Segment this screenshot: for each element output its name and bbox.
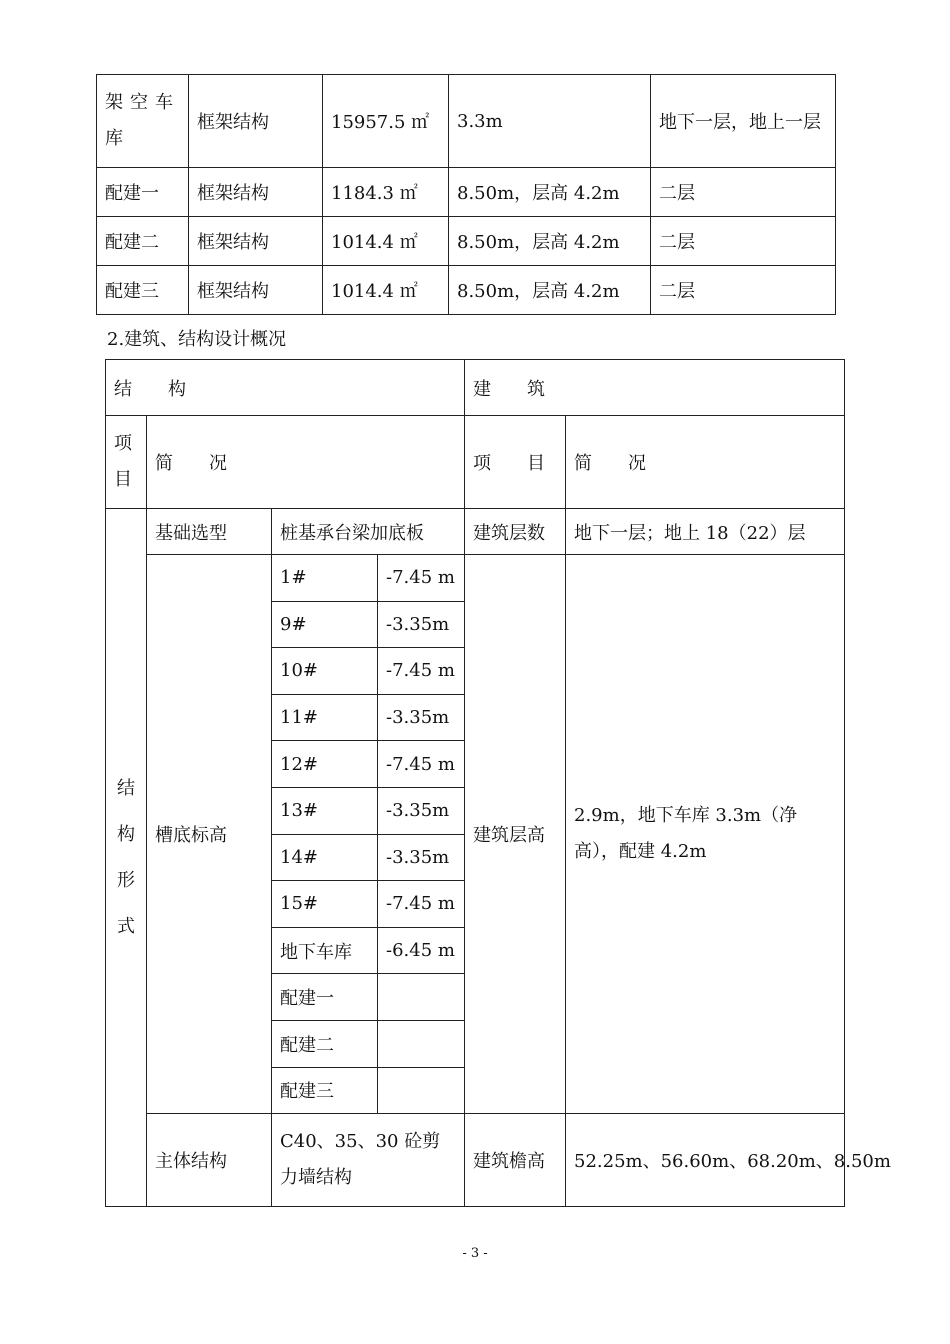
table-row [97,217,836,266]
table-cell: 15# [272,881,378,928]
table-cell: 地下一层；地上 18（22）层 [566,509,845,555]
table-cell: -3.35m [378,787,465,834]
table-cell: 二层 [651,217,836,266]
table-cell: 13# [272,787,378,834]
table-cell: 配建一 [272,974,378,1021]
table-cell: 9# [272,601,378,648]
table-cell [378,1020,465,1067]
table-row [106,555,845,602]
table-cell: 配建二 [97,217,189,266]
section-title: 2.建筑、结构设计概况 [107,329,287,350]
table-cell: -3.35m [378,834,465,881]
table-row [97,266,836,315]
design-overview-table [105,359,891,1207]
table-cell: -3.35m [378,601,465,648]
table-cell: 52.25m、56.60m、68.20m、8.50m [566,1114,845,1207]
table-cell: 配建一 [97,168,189,217]
table-cell: 建筑层高 [465,555,566,1114]
table-cell: 11# [272,694,378,741]
structure-form-text: 结 构 形 式 [117,777,135,937]
table-cell: 地下车库 [272,927,378,974]
structure-form-label [106,509,147,1207]
table-row [106,1114,845,1207]
table-cell: 二层 [651,266,836,315]
table-row [106,360,845,416]
table-cell: 框架结构 [189,217,323,266]
item-label: 项目 [106,416,147,509]
table-cell: 1014.4 ㎡ [323,266,449,315]
table-cell: -6.45 m [378,927,465,974]
table-cell: 1184.3 ㎡ [323,168,449,217]
table-cell: 8.50m，层高 4.2m [449,266,651,315]
summary-label-right: 简 况 [566,416,845,509]
table-cell: 2.9m，地下车库 3.3m（净高），配建 4.2m [566,555,845,1114]
table-cell: 配建二 [272,1020,378,1067]
table-cell: -7.45 m [378,555,465,602]
table-cell: 框架结构 [189,168,323,217]
table-cell: 建筑檐高 [465,1114,566,1207]
table-cell: 8.50m，层高 4.2m [449,168,651,217]
item-label-right: 项 目 [465,416,566,509]
table-cell: 桩基承台梁加底板 [272,509,465,555]
table-cell [378,1067,465,1114]
table-cell: -7.45 m [378,648,465,695]
building-summary-table [96,74,836,315]
table-cell: 架空车库 [97,75,189,168]
table-cell: 配建三 [272,1067,378,1114]
table-cell: 1# [272,555,378,602]
table-cell: C40、35、30 砼剪力墙结构 [272,1114,465,1207]
table-cell: 14# [272,834,378,881]
table-cell: 12# [272,741,378,788]
table-cell: 10# [272,648,378,695]
table-row [97,75,836,168]
table-cell: 框架结构 [189,266,323,315]
table-cell: 基础选型 [147,509,272,555]
summary-label: 简 况 [147,416,465,509]
table-cell: 框架结构 [189,75,323,168]
table-cell: 3.3m [449,75,651,168]
table-cell: 槽底标高 [147,555,272,1114]
table-cell: -7.45 m [378,741,465,788]
table-row [106,509,845,555]
structure-header: 结 构 [106,360,465,416]
table-cell: 配建三 [97,266,189,315]
page-number: - 3 - [462,1246,488,1261]
table-cell: 二层 [651,168,836,217]
table-row [106,416,845,509]
table-cell: -7.45 m [378,881,465,928]
table-cell: 15957.5 ㎡ [323,75,449,168]
building-header: 建 筑 [465,360,845,416]
table-cell: 主体结构 [147,1114,272,1207]
table-cell: 建筑层数 [465,509,566,555]
table-cell: 地下一层，地上一层 [651,75,836,168]
table-cell: 8.50m，层高 4.2m [449,217,651,266]
table-row [97,168,836,217]
table-cell [378,974,465,1021]
table-cell: -3.35m [378,694,465,741]
table-cell: 1014.4 ㎡ [323,217,449,266]
